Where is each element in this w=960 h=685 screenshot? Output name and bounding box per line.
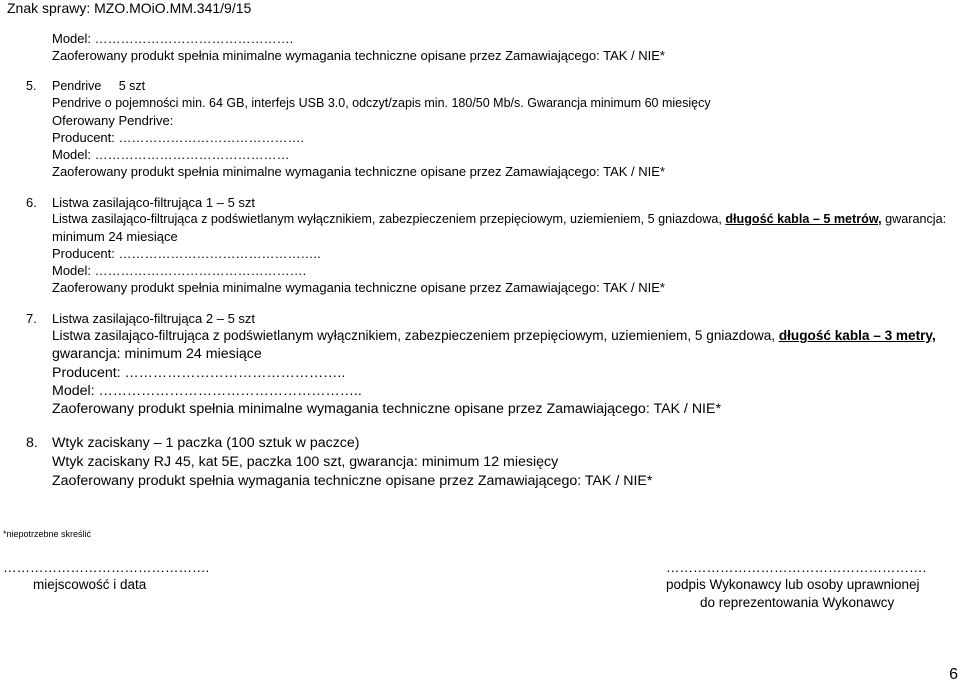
item5-offered: Oferowany Pendrive: [52,113,174,128]
item8-description: Wtyk zaciskany RJ 45, kat 5E, paczka 100 szt, gwarancja: minimum 12 miesięcy [52,454,559,470]
item7-title: Listwa zasilająco-filtrująca 2 – 5 szt [52,311,256,326]
item7-description [52,326,936,345]
item7-cable-length: długość kabla – 3 metry, [778,328,936,343]
item7-model: Model: ……………………………………………….. [52,383,362,399]
signature-label-2: do reprezentowania Wykonawcy [700,595,895,610]
item6-description-a: Listwa zasilająco-filtrująca z podświetlanym wyłącznikiem, zabezpieczeniem przepięciowym, uziemieniem, 5 gniazdowa, [52,212,726,226]
item8-title: Wtyk zaciskany – 1 paczka (100 sztuk w paczce) [52,435,360,451]
item6-description [52,211,946,228]
item6-title: Listwa zasilająco-filtrująca 1 – 5 szt [52,195,256,210]
item7-compliance: Zaoferowany produkt spełnia minimalne wymagania techniczne opisane przez Zamawiającego: TAK / NIE* [52,401,721,417]
item4-model: Model: ………………………………………. [52,31,294,46]
item5-model: Model: ……………………………………… [52,147,290,162]
item5-producer: Producent: ……………………………………. [52,130,305,145]
case-reference: Znak sprawy: MZO.MOiO.MM.341/9/15 [7,0,252,16]
item5-description: Pendrive o pojemności min. 64 GB, interfejs USB 3.0, odczyt/zapis min. 180/50 Mb/s. Gwarancja minimum 60 miesięcy [52,96,711,110]
item5-title: Pendrive 5 szt [52,79,146,93]
footnote: *niepotrzebne skreślić [3,529,92,539]
signature-dots: …………………………………………………. [666,560,927,575]
place-date-label: miejscowość i data [33,577,147,592]
signature-label-1: podpis Wykonawcy lub osoby uprawnionej [666,577,920,592]
item4-compliance: Zaoferowany produkt spełnia minimalne wymagania techniczne opisane przez Zamawiającego: TAK / NIE* [52,48,665,63]
item8-compliance: Zaoferowany produkt spełnia wymagania techniczne opisane przez Zamawiającego: TAK / NIE* [52,473,653,489]
item7-warranty: gwarancja: minimum 24 miesiące [52,346,262,362]
page-number: 6 [949,666,958,683]
item6-description-b: gwarancja: [881,212,947,226]
item7-producer: Producent: ……………………………………….. [52,365,346,381]
item7-description-a: Listwa zasilająco-filtrująca z podświetlanym wyłącznikiem, zabezpieczeniem przepięciowym, uziemieniem, 5 gniazdowa, [52,328,779,343]
item6-cable-length: długość kabla – 5 metrów, [725,212,882,226]
item6-producer: Producent: ……………………………………….. [52,246,321,261]
place-date-dots: ………………………………………. [3,560,210,575]
item6-number: 6. [26,195,37,210]
item6-model: Model: …………………………………………. [52,263,307,278]
item5-number: 5. [26,79,37,93]
item6-compliance: Zaoferowany produkt spełnia minimalne wymagania techniczne opisane przez Zamawiającego: TAK / NIE* [52,280,665,295]
item8-number: 8. [26,435,38,451]
item6-warranty: minimum 24 miesiące [52,229,178,244]
item7-number: 7. [26,311,37,326]
item5-compliance: Zaoferowany produkt spełnia minimalne wymagania techniczne opisane przez Zamawiającego: TAK / NIE* [52,164,665,179]
